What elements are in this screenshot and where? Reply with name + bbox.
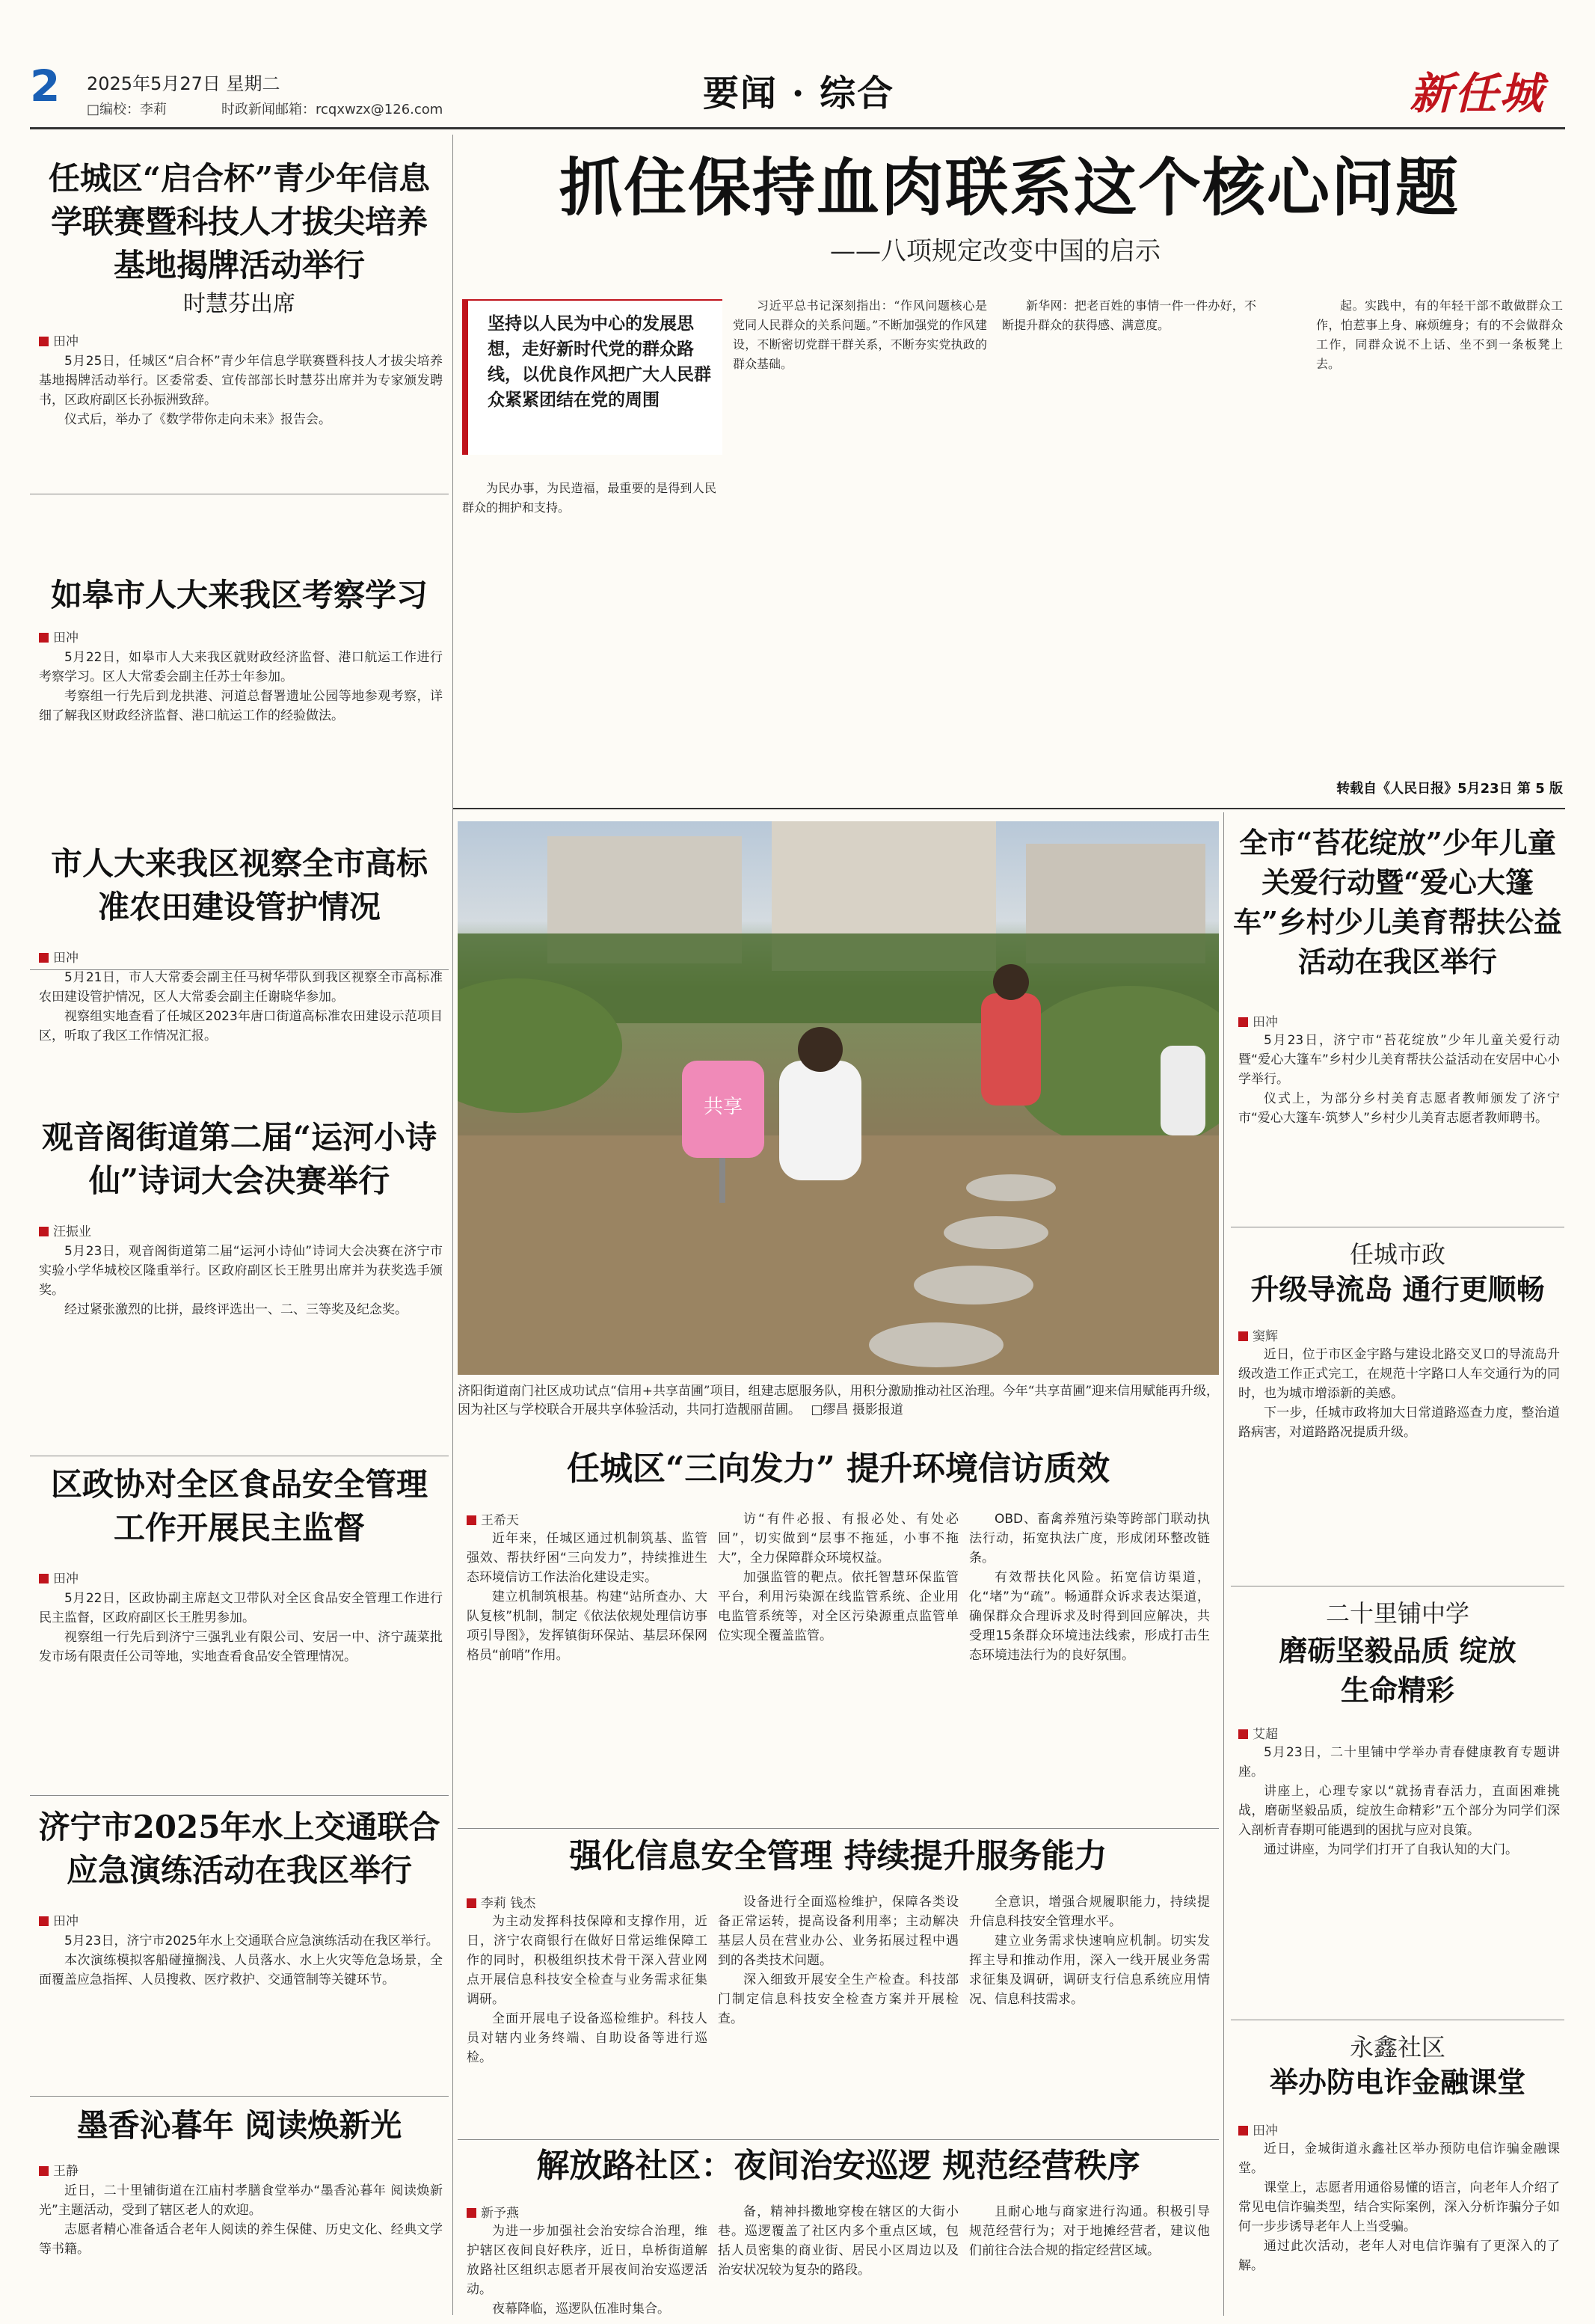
paragraph: 通过讲座，为同学们打开了自我认知的大门。 — [1264, 1842, 1518, 1857]
child-figure — [1161, 1046, 1205, 1135]
lead-title: 抓住保持血肉联系这个核心问题 — [559, 150, 1460, 224]
photo-credit: □缪昌 摄影报道 — [811, 1402, 903, 1417]
child-figure — [779, 1061, 861, 1180]
paragraph: 起。实践中，有的年轻干部不敢做群众工作，怕惹事上身、麻烦缠身；有的不会做群众工作，同群众说不上话、坐不到一条板凳上去。 — [1316, 298, 1563, 371]
sign-text: 共享 — [703, 1096, 743, 1118]
left-article-1-subtitle: 时慧芬出席 — [183, 291, 295, 317]
paragraph: 访“有件必报、有报必处、有处必回”，切实做到“层事不拖延，小事不拖大”，全力保障群众环境权益。 — [718, 1512, 959, 1566]
left-article-2-byline: 田冲 — [39, 627, 79, 646]
left-article-6-byline: 田冲 — [39, 1910, 79, 1929]
center-article-3-col-2 — [718, 2202, 959, 2319]
column-divider — [452, 135, 453, 2315]
divider — [458, 1828, 1219, 1829]
garden-photo — [458, 821, 1219, 1375]
left-article-5-byline: 田冲 — [39, 1568, 79, 1586]
paragraph: 志愿者精心准备适合老年人阅读的养生保健、历史文化、经典文学等书籍。 — [39, 2222, 443, 2257]
photo-caption — [458, 1382, 1219, 1420]
right-article-4-kicker: 永鑫社区 — [1349, 2033, 1445, 2061]
lead-quote: 坚持以人民为中心的发展思想，走好新时代党的群众路线，以优良作风把广大人民群众紧紧团结在党的周围 — [488, 314, 711, 410]
paragraph: 5月23日，观音阁街道第二届“运河小诗仙”诗词大会决赛在济宁市实验小学华城校区隆重举行。区政府副区长王胜男出席并为获奖选手颁奖。 — [39, 1244, 443, 1298]
center-article-2-title: 强化信息安全管理 持续提升服务能力 — [569, 1837, 1107, 1875]
paragraph: 5月23日，二十里铺中学举办青春健康教育专题讲座。 — [1238, 1745, 1560, 1779]
issue-date: 2025年5月27日 星期二 — [87, 73, 280, 94]
center-article-1-col-1 — [467, 1529, 707, 1836]
news-email: 时政新闻邮箱：rcqxwzx@126.com — [221, 102, 443, 117]
paragraph: 为进一步加强社会治安综合治理，维护辖区夜间良好秩序，近日，阜桥街道解放路社区组织志愿者开展夜间治安巡逻活动。 — [467, 2224, 707, 2297]
right-article-3-title: 磨砺坚毅品质 绽放生命精彩 — [1279, 1634, 1516, 1707]
paragraph: 5月25日，任城区“启合杯”青少年信息学联赛暨科技人才拔尖培养基地揭牌活动举行。区委常委、宣传部部长时慧芬出席并为专家颁发聘书，区政府副区长孙振洲致辞。 — [39, 354, 443, 408]
paragraph: 仪式后，举办了《数学带你走向未来》报告会。 — [64, 412, 331, 427]
paragraph: 有效帮扶化风险。拓宽信访渠道，化“堵”为“疏”。畅通群众诉求表达渠道，确保群众合理诉求及时得到回应解决，共受理15条群众环境违法线索，形成打击生态环境违法行为的良好氛围。 — [969, 1570, 1210, 1663]
left-article-4-title: 观音阁街道第二届“运河小诗仙”诗词大会决赛举行 — [41, 1119, 437, 1199]
center-article-2-col-1 — [467, 1912, 707, 2139]
left-article-2-body — [39, 648, 443, 857]
center-article-2-col-3 — [969, 1892, 1210, 2139]
right-article-3-kicker: 二十里铺中学 — [1325, 1599, 1469, 1628]
masthead-logo: 新任城 — [1410, 68, 1545, 119]
paragraph: 视察组实地查看了任城区2023年唐口街道高标准农田建设示范项目区，听取了我区工作情况汇报。 — [39, 1009, 443, 1043]
lead-bottom-rule — [453, 808, 1565, 809]
left-article-5-body — [39, 1589, 443, 1813]
center-article-1-col-2 — [718, 1509, 959, 1836]
paragraph: 近日，金城街道永鑫社区举办预防电信诈骗金融课堂。 — [1238, 2141, 1560, 2176]
header-rule — [30, 127, 1565, 129]
center-article-3-title: 解放路社区：夜间治安巡逻 规范经营秩序 — [536, 2147, 1140, 2185]
center-article-3-col-1 — [467, 2222, 707, 2319]
paragraph: 设备进行全面巡检维护，保障各类设备正常运转，提高设备利用率；主动解决基层人员在营业办公、业务拓展过程中遇到的各类技术问题。 — [718, 1895, 959, 1968]
right-article-3-byline: 艾超 — [1238, 1723, 1278, 1742]
paragraph: 为民办事，为民造福，最重要的是得到人民群众的拥护和支持。 — [462, 481, 716, 515]
paragraph: 5月22日，区政协副主席赵文卫带队对全区食品安全管理工作进行民主监督，区政府副区长王胜男参加。 — [39, 1591, 443, 1625]
left-article-1-byline: 田冲 — [39, 331, 79, 349]
divider — [458, 2139, 1219, 2140]
lead-quote-box — [462, 299, 722, 455]
paragraph: OBD、畜禽养殖污染等跨部门联动执法行动，拓宽执法广度，形成闭环整改链条。 — [969, 1512, 1210, 1566]
right-article-1-title: 全市“苔花绽放”少年儿童关爱行动暨“爱心大篷车”乡村少儿美育帮扶公益活动在我区举行 — [1233, 826, 1562, 978]
left-article-1-body — [39, 352, 443, 486]
lead-col-3 — [1002, 296, 1256, 782]
right-article-4-body — [1238, 2139, 1560, 2319]
section-title: 要闻 · 综合 — [703, 73, 895, 114]
right-article-2-kicker: 任城市政 — [1349, 1240, 1445, 1269]
center-article-2-byline: 李莉 钱杰 — [467, 1892, 535, 1911]
paragraph: 5月22日，如皋市人大来我区就财政经济监督、港口航运工作进行考察学习。区人大常委会副主任苏士年参加。 — [39, 650, 443, 684]
right-article-4-title: 举办防电诈金融课堂 — [1269, 2065, 1525, 2099]
paragraph: 加强监管的靶点。依托智慧环保监管平台，利用污染源在线监管系统、企业用电监管系统等，对全区污染源重点监管单位实现全覆盖监管。 — [718, 1570, 959, 1643]
paragraph: 近日，二十里铺街道在江庙村孝膳食堂举办“墨香沁暮年 阅读焕新光”主题活动，受到了辖区老人的欢迎。 — [39, 2183, 443, 2218]
paragraph: 下一步，任城市政将加大日常道路巡查力度，整治道路病害，对道路路况提质升级。 — [1238, 1405, 1560, 1440]
lead-subtitle: ——八项规定改变中国的启示 — [830, 236, 1161, 266]
paragraph: 5月23日，济宁市2025年水上交通联合应急演练活动在我区举行。 — [64, 1934, 439, 1949]
paragraph: 5月21日，市人大常委会副主任马树华带队到我区视察全市高标准农田建设管护情况，区人大常委会副主任谢晓华参加。 — [39, 970, 443, 1005]
paragraph: 仪式上，为部分乡村美育志愿者教师颁发了济宁市“爱心大篷车·筑梦人”乡村少儿美育志愿者教师聘书。 — [1238, 1091, 1560, 1126]
paragraph: 通过此次活动，老年人对电信诈骗有了更深入的了解。 — [1238, 2239, 1560, 2273]
paragraph: 本次演练模拟客船碰撞搁浅、人员落水、水上火灾等危急场景，全面覆盖应急指挥、人员搜救、医疗救护、交通管制等关键环节。 — [39, 1953, 443, 1987]
stepping-stone — [966, 1174, 1056, 1201]
garden-scene — [458, 821, 1219, 1375]
paragraph: 视察组一行先后到济宁三强乳业有限公司、安居一中、济宁蔬菜批发市场有限责任公司等地，实地查看食品安全管理情况。 — [39, 1630, 443, 1664]
center-article-1-byline: 王希天 — [467, 1509, 519, 1528]
right-article-2-title: 升级导流岛 通行更顺畅 — [1250, 1272, 1545, 1306]
paragraph: 讲座上，心理专家以“就扬青春活力，直面困难挑战，磨砺坚毅品质，绽放生命精彩”五个部分为同学们深入剖析青春期可能遇到的困扰与应对良策。 — [1238, 1784, 1560, 1838]
paragraph: 课堂上，志愿者用通俗易懂的语言，向老年人介绍了常见电信诈骗类型，结合实际案例，深入分析诈骗分子如何一步步诱导老年人上当受骗。 — [1238, 2180, 1560, 2234]
stepping-stone — [944, 1216, 1048, 1249]
paragraph: 备，精神抖擞地穿梭在辖区的大街小巷。巡逻覆盖了社区内多个重点区域，包括人员密集的商业街、居民小区周边以及治安状况较为复杂的路段。 — [718, 2204, 959, 2278]
page-number: 2 — [30, 61, 61, 111]
paragraph: 新华网：把老百姓的事情一件一件办好，不断提升群众的获得感、满意度。 — [1002, 298, 1256, 332]
center-article-1-title: 任城区“三向发力” 提升环境信访质效 — [567, 1450, 1110, 1488]
center-article-3-byline: 新予燕 — [467, 2202, 519, 2221]
column-divider — [1223, 812, 1224, 2316]
caption-text: 济阳街道南门社区成功试点“信用+共享苗圃”项目，组建志愿服务队，用积分激励推动社区治理。今年“共享苗圃”迎来信用赋能再升级，因为社区与学校联合开展共享体验活动，共同打造靓丽苗圃。 — [458, 1384, 1220, 1417]
divider — [30, 2096, 449, 2097]
paragraph: 建立机制筑根基。构建“站所查办、大队复核”机制，制定《依法依规处理信访事项引导图》，发挥镇街环保站、基层环保网格员“前哨”作用。 — [467, 1589, 707, 1663]
left-article-2-title: 如皋市人大来我区考察学习 — [50, 577, 428, 613]
center-article-2-col-2 — [718, 1892, 959, 2139]
left-article-7-byline: 王静 — [39, 2160, 79, 2179]
stepping-stone — [869, 1322, 1004, 1367]
paragraph: 全面开展电子设备巡检维护。科技人员对辖内业务终端、自助设备等进行巡检。 — [467, 2011, 707, 2065]
left-article-3-byline: 田冲 — [39, 947, 79, 966]
child-figure — [981, 993, 1041, 1106]
stepping-stone — [914, 1266, 1033, 1304]
paragraph: 且耐心地与商家进行沟通。积极引导规范经营行为；对于地摊经营者，建议他们前往合法合规的指定经营区域。 — [969, 2204, 1210, 2258]
lead-source-note: 转载自《人民日报》5月23日 第 5 版 — [1336, 781, 1563, 797]
right-article-1-body — [1238, 1031, 1560, 1240]
right-article-1-byline: 田冲 — [1238, 1011, 1278, 1030]
lead-col-4 — [1316, 296, 1563, 745]
left-column — [30, 135, 449, 2319]
child-head — [798, 1027, 843, 1072]
paragraph: 深入细致开展安全生产检查。科技部门制定信息科技安全检查方案并开展检查。 — [718, 1972, 959, 2026]
left-article-5-title: 区政协对全区食品安全管理工作开展民主监督 — [50, 1466, 428, 1546]
left-article-3-title: 市人大来我区视察全市高标准农田建设管护情况 — [50, 845, 428, 925]
right-article-2-body — [1238, 1345, 1560, 1554]
divider — [30, 1795, 449, 1796]
paragraph: 经过紧张激烈的比拼，最终评选出一、二、三等奖及纪念奖。 — [64, 1302, 408, 1317]
center-article-1-col-3 — [969, 1509, 1210, 1836]
center-article-3-col-3 — [969, 2202, 1210, 2319]
left-article-6-title: 济宁市2025年水上交通联合应急演练活动在我区举行 — [38, 1809, 440, 1889]
child-head — [993, 964, 1029, 1000]
paragraph: 夜幕降临，巡逻队伍准时集合。 — [492, 2302, 670, 2317]
right-article-4-byline: 田冲 — [1238, 2120, 1278, 2138]
paragraph: 全意识，增强合规履职能力，持续提升信息科技安全管理水平。 — [969, 1895, 1210, 1929]
left-article-7-title: 墨香沁暮年 阅读焕新光 — [76, 2107, 402, 2144]
paragraph: 习近平总书记深刻指出：“作风问题核心是党同人民群众的关系问题。”不断加强党的作风建设，不断密切党群干群关系，不断夯实党执政的群众基础。 — [733, 298, 987, 371]
paragraph: 近年来，任城区通过机制筑基、监管强效、帮扶纾困“三向发力”，持续推进生态环境信访工作法治化建设走实。 — [467, 1531, 707, 1585]
paragraph: 为主动发挥科技保障和支撑作用，近日，济宁农商银行在做好日常运维保障工作的同时，积极组织技术骨干深入营业网点开展信息科技安全检查与业务需求征集调研。 — [467, 1914, 707, 2007]
left-article-1-title: 任城区“启合杯”青少年信息学联赛暨科技人才拔尖培养基地揭牌活动举行 — [48, 160, 431, 283]
left-article-4-byline: 汪振业 — [39, 1221, 91, 1239]
lead-col-2 — [733, 296, 987, 782]
paragraph: 5月23日，济宁市“苔花绽放”少年儿童关爱行动暨“爱心大篷车”乡村少儿美育帮扶公益活动在安居中心小学举行。 — [1238, 1033, 1560, 1087]
left-article-7-body — [39, 2181, 443, 2316]
lead-col-1 — [462, 479, 716, 785]
paragraph: 近日，位于市区金宇路与建设北路交叉口的导流岛升级改造工作正式完工，在规范十字路口人车交通行为的同时，也为城市增添新的美感。 — [1238, 1347, 1560, 1401]
right-article-2-byline: 窦辉 — [1238, 1325, 1278, 1344]
paragraph: 建立业务需求快速响应机制。切实发挥主导和推动作用，深入一线开展业务需求征集及调研，调研支行信息系统应用情况、信息科技需求。 — [969, 1934, 1210, 2007]
right-article-3-body — [1238, 1743, 1560, 2027]
editor-credit: □编校：李莉 — [87, 102, 168, 117]
paragraph: 考察组一行先后到龙拱港、河道总督署遗址公园等地参观考察，详细了解我区财政经济监督、港口航运工作的经验做法。 — [39, 689, 443, 723]
